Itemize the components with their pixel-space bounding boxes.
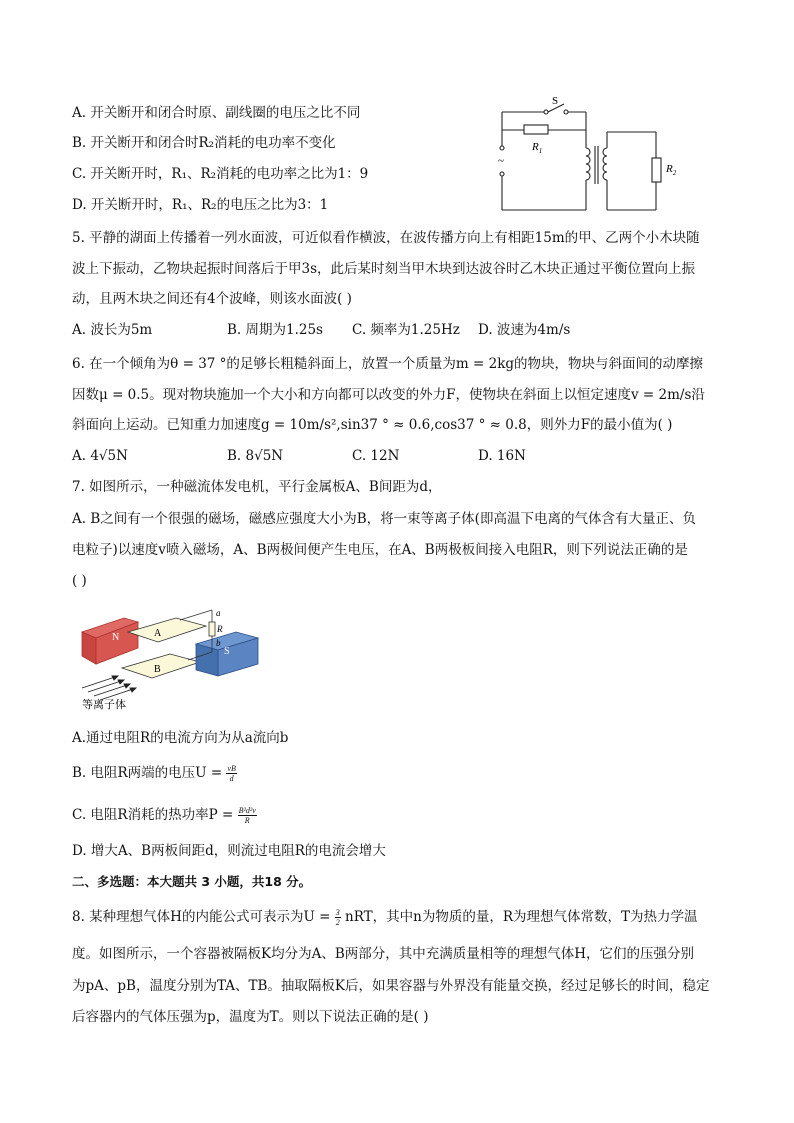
q7-option-d: D. 增大A、B两板间距d，则流过电阻R的电流会增大	[72, 843, 386, 859]
q6-option-d: D. 16N	[478, 448, 526, 464]
r2-label: R	[666, 163, 673, 175]
magnet-s-label: S	[224, 646, 230, 657]
q8-stem-line-4: 后容器内的气体压强为p，温度为T。则以下说法正确的是( )	[72, 1009, 429, 1025]
plate-a-label: A	[154, 628, 162, 639]
q7-option-b-fraction	[226, 764, 236, 783]
q6-stem-line-1: 6. 在一个倾角为θ = 37 °的足够长粗糙斜面上，放置一个质量为m = 2kg的物块，物块与斜面间的动摩擦	[72, 356, 704, 372]
q5-option-c: C. 频率为1.25Hz	[352, 322, 460, 338]
q7-option-c-denominator: R	[244, 816, 250, 825]
q4-option-d: D. 开关断开时，R₁、R₂的电压之比为3：1	[72, 197, 329, 213]
q4-option-a: A. 开关断开和闭合时原、副线圈的电压之比不同	[72, 105, 361, 121]
terminal-b-label: b	[216, 638, 221, 648]
resistor-r-label: R	[217, 624, 223, 634]
q4-option-c: C. 开关断开时，R₁、R₂消耗的电功率之比为1：9	[72, 166, 369, 182]
q6-option-c: C. 12N	[352, 448, 400, 464]
plasma-label: 等离子体	[82, 698, 126, 711]
svg-text:R2	[665, 163, 677, 177]
q7-option-b-denominator: d	[229, 774, 234, 783]
q7-option-b-text: B. 电阻R两端的电压U =	[72, 765, 223, 781]
section-heading-multiple-choice: 二、多选题：本大题共 3 小题，共18 分。	[72, 874, 312, 889]
ac-source-symbol: ~	[498, 155, 504, 167]
q8-stem-line-2: 度。如图所示，一个容器被隔板K均分为A、B两部分，其中充满质量相等的理想气体H，它们的压强分别	[72, 946, 695, 962]
r1-subscript: 1	[538, 147, 543, 155]
q7-stem-line-2: A. B之间有一个很强的磁场，磁感应强度大小为B，将一束等离子体(即高温下电离的气体含有大量正、负	[72, 511, 696, 527]
q4-option-b: B. 开关断开和闭合时R₂消耗的电功率不变化	[72, 135, 336, 151]
q8-stem-line-1	[72, 908, 698, 927]
q8-fraction-numerator: 3	[335, 908, 340, 917]
q7-option-a: A.通过电阻R的电流方向为从a流向b	[72, 730, 289, 746]
q7-option-b-numerator: vB	[227, 764, 236, 773]
q5-option-a: A. 波长为5m	[72, 322, 153, 338]
svg-text:R1	[531, 141, 542, 155]
q7-option-c-text: C. 电阻R消耗的热功率P =	[72, 807, 234, 823]
transformer-circuit-diagram	[490, 92, 690, 218]
q8-stem-line-1-prefix: 8. 某种理想气体H的内能公式可表示为U =	[72, 909, 331, 925]
q7-option-c	[72, 806, 257, 825]
q7-option-c-fraction	[238, 806, 257, 825]
magnet-n-label: N	[112, 632, 120, 643]
q7-option-c-numerator: B²d²v	[238, 806, 256, 815]
q8-fraction	[335, 908, 341, 927]
terminal-a-label: a	[216, 608, 221, 618]
q7-stem-line-3: 电粒子)以速度v喷入磁场，A、B两极间便产生电压，在A、B两极板间接入电阻R，则下列说法正确的是	[72, 542, 688, 558]
q5-stem-line-2: 波上下振动，乙物块起振时间落后于甲3s，此后某时刻当甲木块到达波谷时乙木块正通过平衡位置向上振	[72, 261, 696, 277]
q7-option-b	[72, 764, 237, 783]
q8-fraction-denominator: 2	[335, 918, 340, 927]
q5-stem-line-1: 5. 平静的湖面上传播着一列水面波，可近似看作横波，在波传播方向上有相距15m的甲、乙两个小木块随	[72, 230, 700, 246]
q6-stem-line-3: 斜面向上运动。已知重力加速度g = 10m/s²,sin37 ° ≈ 0.6,cos37 ° ≈ 0.8，则外力F的最小值为( )	[72, 417, 673, 433]
q5-option-b: B. 周期为1.25s	[227, 322, 323, 338]
q8-stem-line-3: 为pA、pB，温度分别为TA、TB。抽取隔板K后，如果容器与外界没有能量交换，经过足够长的时间，稳定	[72, 978, 710, 994]
switch-label: S	[552, 95, 559, 107]
q6-option-b: B. 8√5N	[227, 448, 284, 464]
q7-stem-line-4: ( )	[72, 573, 87, 589]
mhd-generator-figure	[76, 604, 276, 712]
q8-stem-line-1-suffix: nRT，其中n为物质的量，R为理想气体常数，T为热力学温	[345, 909, 698, 925]
q5-stem-line-3: 动，且两木块之间还有4个波峰，则该水面波( )	[72, 291, 352, 307]
q6-stem-line-2: 因数μ = 0.5。现对物块施加一个大小和方向都可以改变的外力F，使物块在斜面上以恒定速度v = 2m/s沿	[72, 387, 705, 403]
plate-b-label: B	[154, 664, 161, 675]
r2-subscript: 2	[672, 169, 677, 177]
r1-label: R	[532, 141, 539, 153]
q5-option-d: D. 波速为4m/s	[478, 322, 571, 338]
q6-option-a: A. 4√5N	[72, 448, 128, 464]
q7-stem-line-1: 7. 如图所示，一种磁流体发电机，平行金属板A、B间距为d，	[72, 479, 442, 495]
